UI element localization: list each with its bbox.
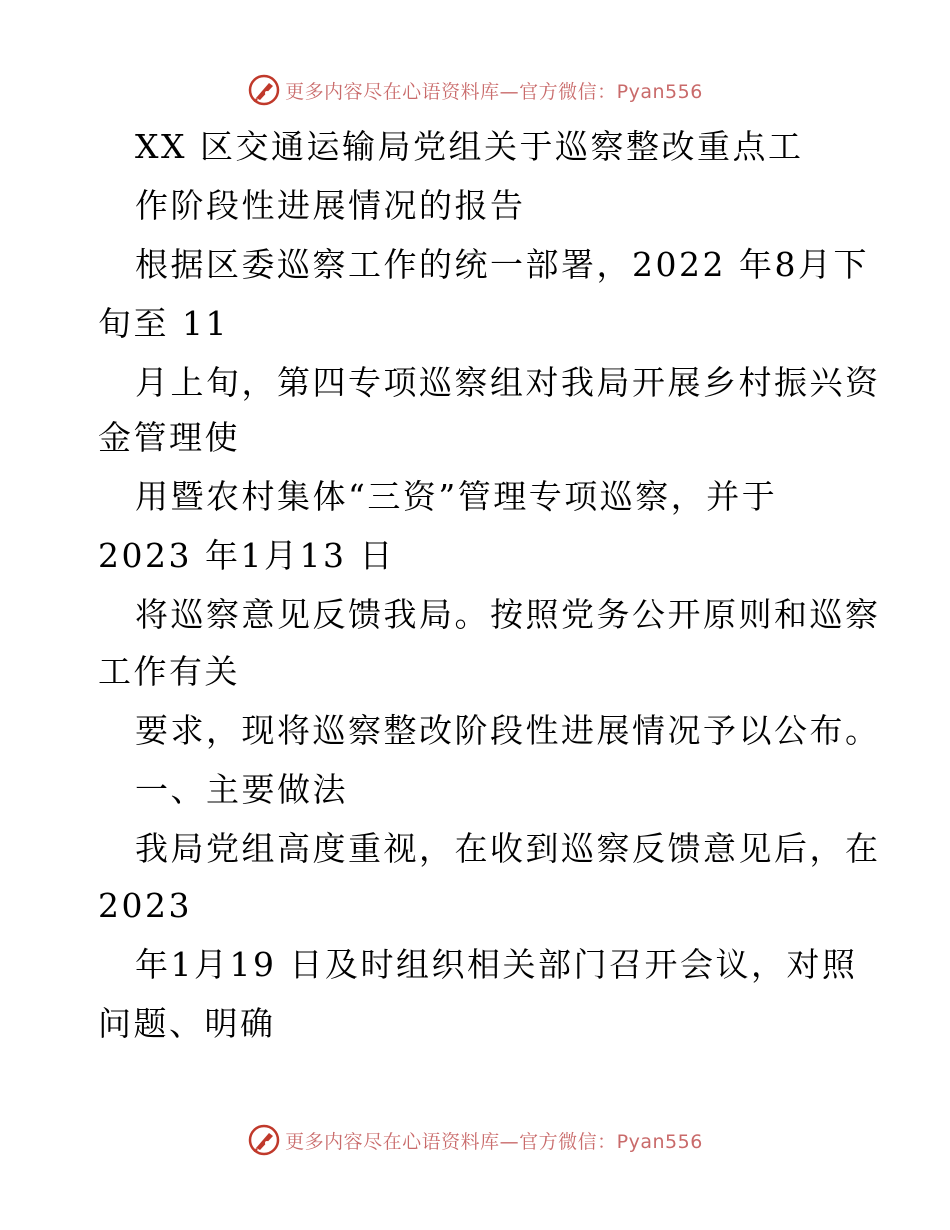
doc-paragraph-line: 问题、明确 [98, 1004, 276, 1043]
watermark-text: 更多内容尽在心语资料库—官方微信：Pyan556 [285, 80, 703, 103]
doc-paragraph-line: 要求，现将巡察整改阶段性进展情况予以公布。 [135, 711, 881, 750]
doc-paragraph-line: 我局党组高度重视，在收到巡察反馈意见后，在 [135, 829, 881, 868]
watermark-text: 更多内容尽在心语资料库—官方微信：Pyan556 [285, 1130, 703, 1153]
doc-title-line-1: XX 区交通运输局党组关于巡察整改重点工 [135, 127, 804, 166]
doc-section-heading: 一、主要做法 [135, 770, 348, 809]
doc-paragraph-line: 用暨农村集体“三资”管理专项巡察，并于 [135, 477, 778, 516]
watermark-footer [0, 1120, 950, 1160]
doc-paragraph-line: 工作有关 [98, 652, 240, 691]
doc-paragraph-line: 月上旬，第四专项巡察组对我局开展乡村振兴资 [135, 363, 881, 402]
doc-paragraph-line: 2023 [98, 886, 192, 925]
doc-paragraph-line: 根据区委巡察工作的统一部署，2022 年8月下 [135, 245, 869, 284]
doc-paragraph-line: 旬至 11 [98, 304, 229, 343]
doc-paragraph-line: 金管理使 [98, 418, 240, 457]
doc-title-line-2: 作阶段性进展情况的报告 [135, 186, 526, 225]
doc-paragraph-line: 将巡察意见反馈我局。按照党务公开原则和巡察 [135, 595, 881, 634]
doc-paragraph-line: 年1月19 日及时组织相关部门召开会议，对照 [135, 945, 858, 984]
pen-logo-icon [247, 1123, 281, 1157]
doc-paragraph-line: 2023 年1月13 日 [98, 536, 395, 575]
